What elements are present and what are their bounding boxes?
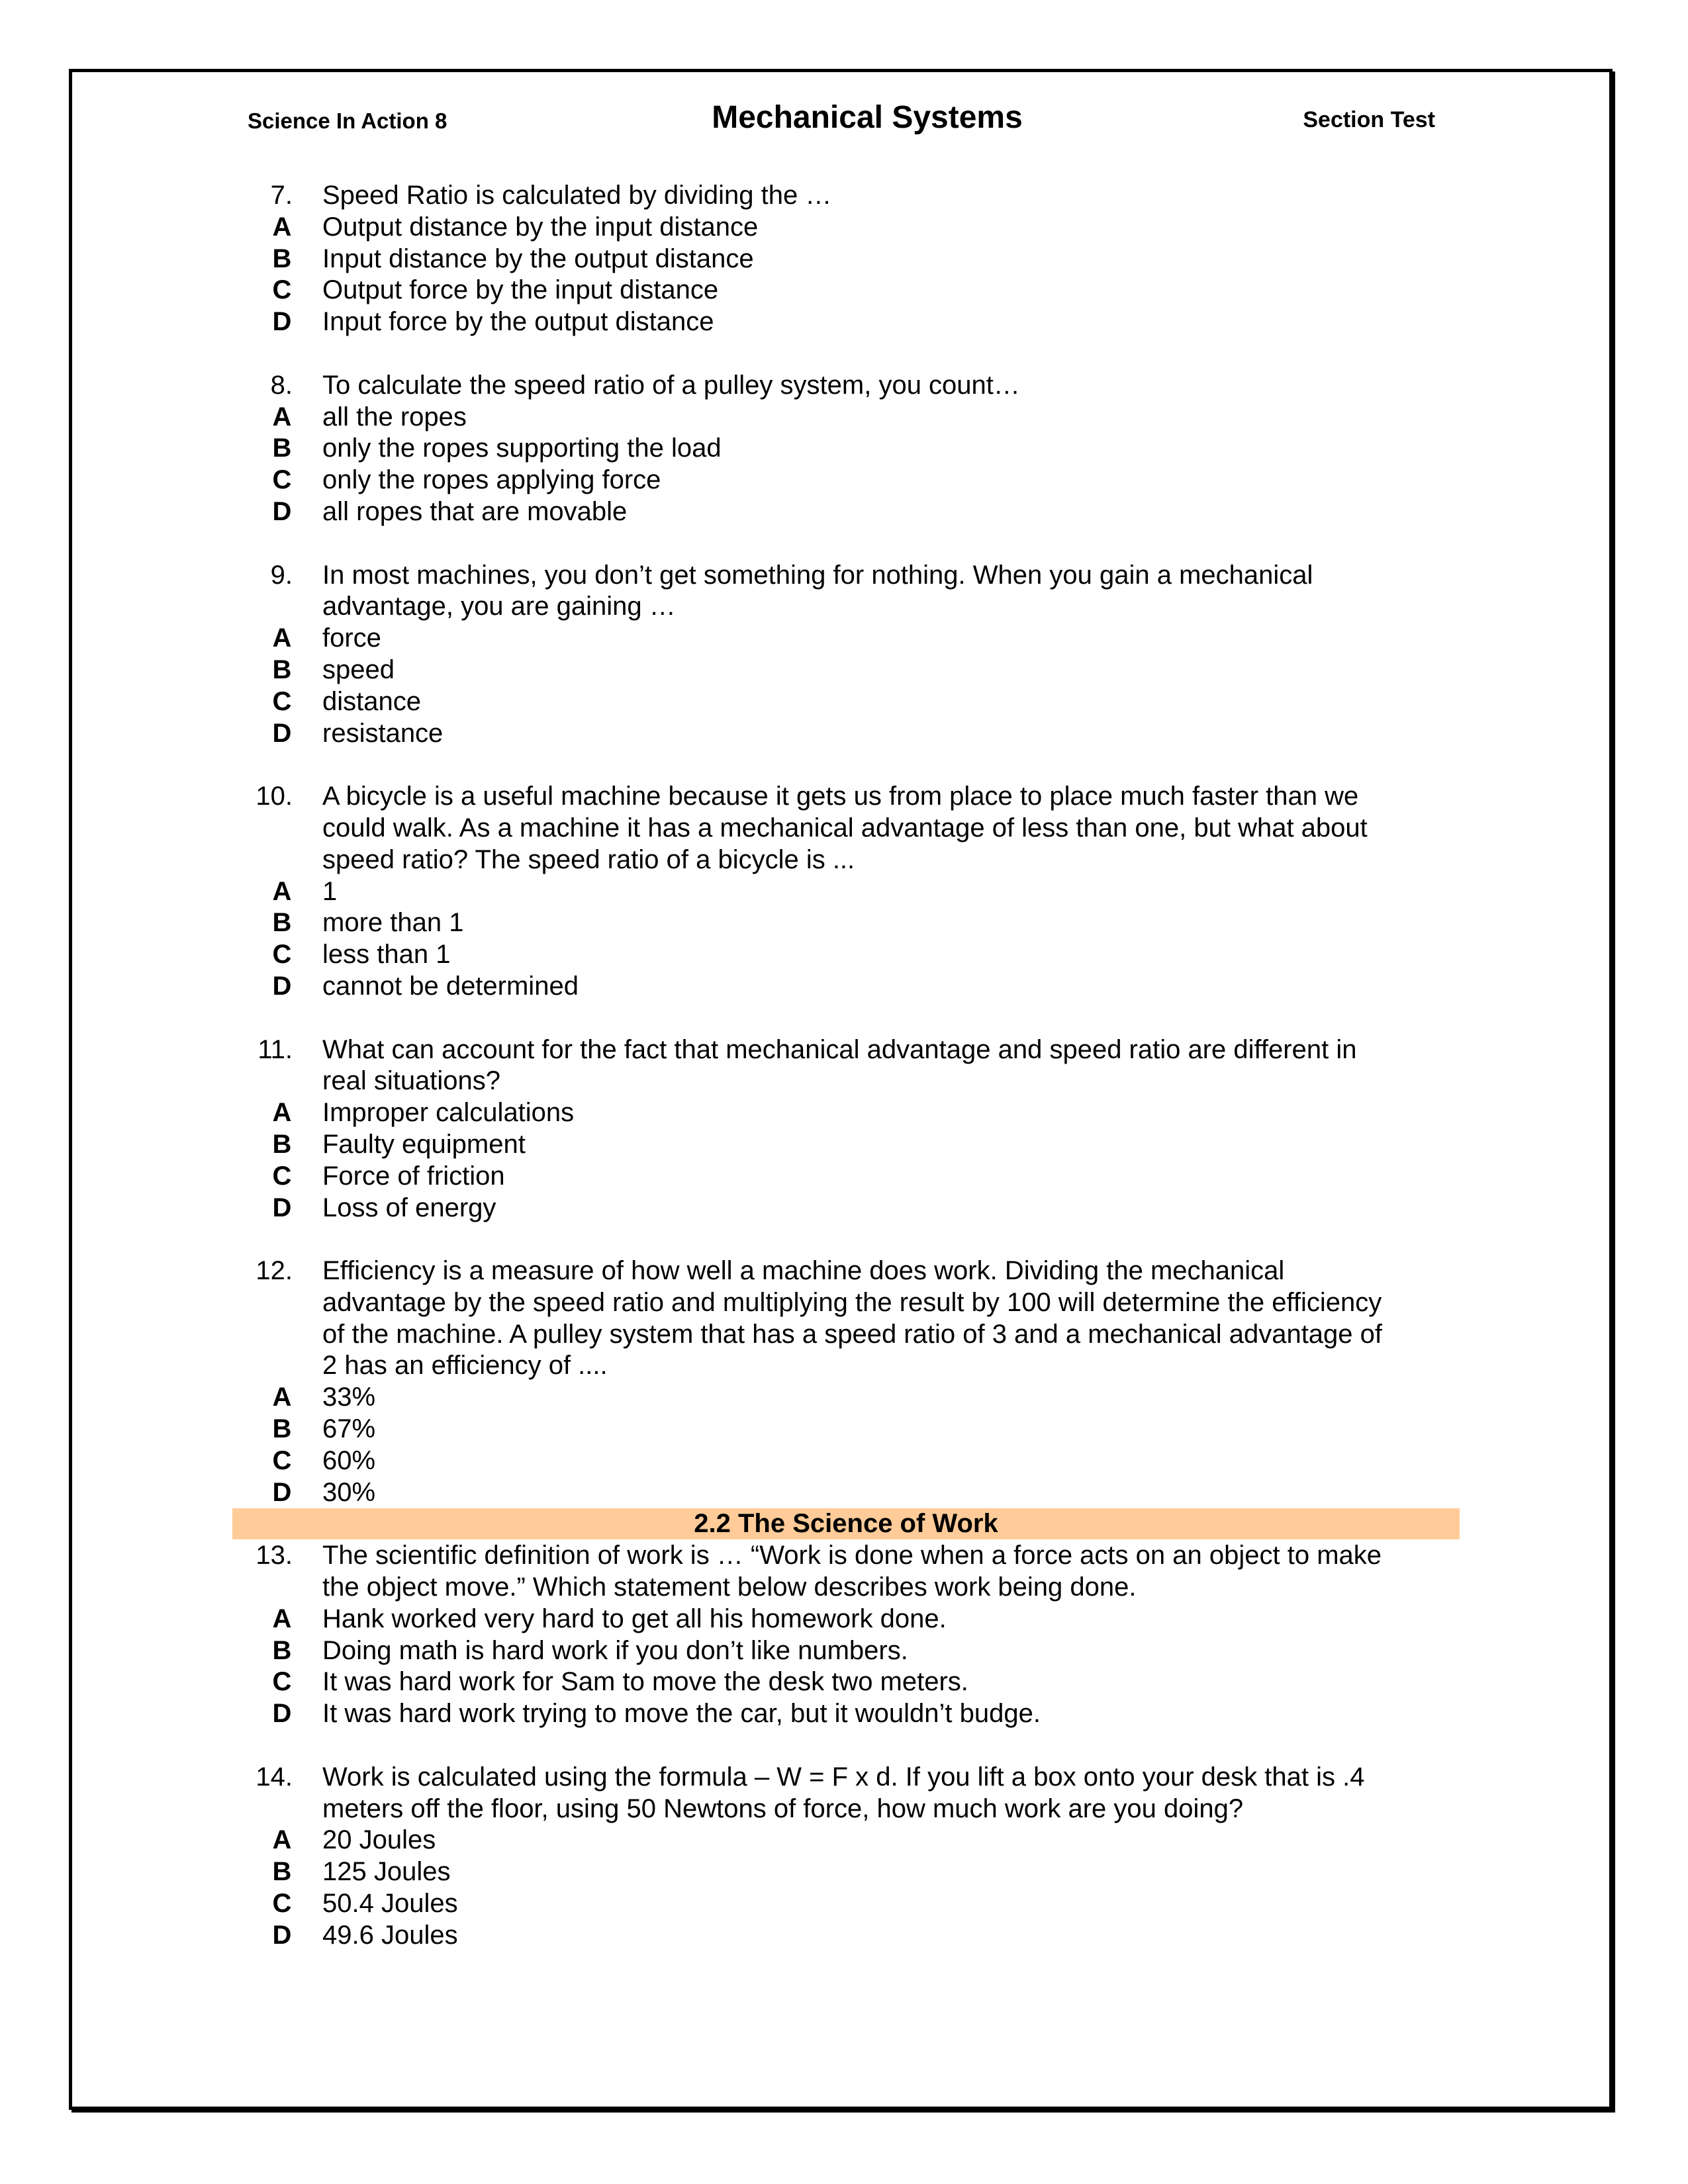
question-number: 9. [270, 560, 293, 590]
option-text: Output force by the input distance [322, 275, 719, 305]
option-text: force [322, 623, 381, 653]
option-letter: C [272, 1889, 292, 1919]
option-text: 30% [322, 1477, 376, 1507]
option-text: Improper calculations [322, 1098, 575, 1128]
option-text: only the ropes applying force [322, 465, 661, 495]
answer-option[interactable] [0, 1888, 1688, 1920]
question-text: speed ratio? The speed ratio of a bicycle is ... [322, 844, 855, 874]
question-number: 7. [270, 181, 293, 210]
question-12 [0, 1255, 1688, 1508]
answer-option[interactable] [0, 939, 1688, 971]
option-text: Faulty equipment [322, 1129, 526, 1159]
option-letter: B [272, 1129, 292, 1159]
question-list [0, 180, 1688, 1952]
option-letter: B [272, 1857, 292, 1887]
option-letter: D [272, 971, 292, 1001]
question-line [0, 1319, 1688, 1351]
question-number: 13. [256, 1541, 293, 1570]
answer-option[interactable] [0, 718, 1688, 750]
answer-option[interactable] [0, 686, 1688, 718]
question-line [0, 1066, 1688, 1097]
question-line [0, 1034, 1688, 1066]
option-letter: C [272, 1667, 292, 1697]
question-13 [0, 1540, 1688, 1730]
option-text: resistance [322, 718, 444, 748]
answer-option[interactable] [0, 402, 1688, 433]
question-text: meters off the floor, using 50 Newtons of force, how much work are you doing? [322, 1794, 1244, 1823]
question-14 [0, 1762, 1688, 1952]
option-letter: B [272, 1414, 292, 1444]
option-text: 49.6 Joules [322, 1920, 458, 1950]
answer-option[interactable] [0, 275, 1688, 306]
answer-option[interactable] [0, 876, 1688, 908]
question-line [0, 1255, 1688, 1287]
question-line [0, 1762, 1688, 1794]
answer-option[interactable] [0, 1666, 1688, 1698]
question-8 [0, 370, 1688, 528]
question-number: 11. [258, 1034, 293, 1064]
option-letter: C [272, 465, 292, 495]
question-line [0, 813, 1688, 844]
option-letter: A [272, 1825, 292, 1855]
option-text: 1 [322, 876, 338, 906]
option-text: only the ropes supporting the load [322, 433, 722, 463]
question-11 [0, 1034, 1688, 1224]
answer-option[interactable] [0, 1477, 1688, 1509]
test-type: Section Test [1303, 107, 1435, 132]
option-text: less than 1 [322, 940, 451, 970]
option-letter: A [272, 212, 292, 242]
spacer [0, 528, 1688, 560]
question-7 [0, 180, 1688, 338]
spacer [0, 749, 1688, 781]
option-text: Output distance by the input distance [322, 212, 759, 242]
question-text: Efficiency is a measure of how well a machine does work. Dividing the mechanical [322, 1256, 1285, 1286]
answer-option[interactable] [0, 433, 1688, 465]
option-letter: C [272, 1445, 292, 1475]
option-letter: C [272, 686, 292, 716]
question-line [0, 1350, 1688, 1382]
option-letter: C [272, 940, 292, 970]
option-text: all the ropes [322, 402, 467, 432]
answer-option[interactable] [0, 1825, 1688, 1856]
answer-option[interactable] [0, 655, 1688, 686]
question-9 [0, 560, 1688, 750]
option-letter: A [272, 1098, 292, 1128]
question-line [0, 1540, 1688, 1572]
question-text: advantage by the speed ratio and multiplying the result by 100 will determine the efficiency [322, 1287, 1382, 1317]
section-header-row [0, 1508, 1688, 1540]
option-text: 33% [322, 1383, 376, 1412]
answer-option[interactable] [0, 1920, 1688, 1952]
question-number: 8. [270, 370, 293, 400]
option-letter: D [272, 307, 292, 337]
question-line [0, 1794, 1688, 1825]
option-letter: B [272, 433, 292, 463]
option-text: 20 Joules [322, 1825, 436, 1855]
option-text: all ropes that are movable [322, 496, 628, 526]
option-text: 60% [322, 1445, 376, 1475]
option-letter: A [272, 1604, 292, 1633]
page-title: Mechanical Systems [712, 100, 1023, 135]
option-letter: A [272, 623, 292, 653]
question-text: the object move.” Which statement below describes work being done. [322, 1572, 1137, 1602]
question-line [0, 180, 1688, 212]
question-line [0, 1572, 1688, 1604]
question-text: Work is calculated using the formula – W = F x d. If you lift a box onto your desk that is .4 [322, 1762, 1365, 1792]
answer-option[interactable] [0, 212, 1688, 244]
question-text: advantage, you are gaining … [322, 592, 676, 621]
answer-option[interactable] [0, 496, 1688, 528]
question-text: In most machines, you don’t get something for nothing. When you gain a mechanical [322, 560, 1313, 590]
option-text: It was hard work trying to move the car, but it wouldn’t budge. [322, 1699, 1041, 1729]
answer-option[interactable] [0, 244, 1688, 275]
option-text: It was hard work for Sam to move the desk two meters. [322, 1667, 968, 1697]
option-text: 50.4 Joules [322, 1889, 458, 1919]
answer-option[interactable] [0, 1856, 1688, 1888]
option-letter: D [272, 1699, 292, 1729]
option-letter: D [272, 1920, 292, 1950]
spacer [0, 338, 1688, 370]
option-letter: B [272, 1635, 292, 1665]
question-line [0, 370, 1688, 402]
question-line [0, 1287, 1688, 1319]
answer-option[interactable] [0, 1604, 1688, 1635]
spacer [0, 1003, 1688, 1034]
option-letter: D [272, 1193, 292, 1222]
answer-option[interactable] [0, 465, 1688, 496]
question-line [0, 560, 1688, 592]
spacer [0, 1224, 1688, 1255]
option-text: Doing math is hard work if you don’t like numbers. [322, 1635, 908, 1665]
section-title: 2.2 The Science of Work [232, 1508, 1460, 1539]
question-number: 10. [256, 782, 293, 811]
option-text: more than 1 [322, 908, 464, 938]
option-letter: D [272, 1477, 292, 1507]
option-text: cannot be determined [322, 971, 579, 1001]
question-text: could walk. As a machine it has a mechanical advantage of less than one, but what about [322, 813, 1368, 842]
option-text: distance [322, 686, 421, 716]
question-text: real situations? [322, 1066, 501, 1096]
answer-option[interactable] [0, 306, 1688, 338]
answer-option[interactable] [0, 1635, 1688, 1667]
answer-option[interactable] [0, 907, 1688, 939]
option-text: Hank worked very hard to get all his homework done. [322, 1604, 947, 1633]
option-letter: D [272, 718, 292, 748]
question-text: A bicycle is a useful machine because it gets us from place to place much faster than we [322, 782, 1359, 811]
question-text: Speed Ratio is calculated by dividing the … [322, 181, 832, 210]
answer-option[interactable] [0, 1129, 1688, 1161]
question-line [0, 844, 1688, 876]
question-text: To calculate the speed ratio of a pulley system, you count… [322, 370, 1020, 400]
question-10 [0, 781, 1688, 1003]
question-line [0, 781, 1688, 813]
course-name: Science In Action 8 [248, 109, 447, 133]
answer-option[interactable] [0, 1414, 1688, 1445]
question-number: 12. [256, 1256, 293, 1286]
answer-option[interactable] [0, 1097, 1688, 1129]
question-text: 2 has an efficiency of .... [322, 1351, 608, 1381]
option-letter: B [272, 908, 292, 938]
answer-option[interactable] [0, 971, 1688, 1003]
option-letter: C [272, 275, 292, 305]
option-text: 125 Joules [322, 1857, 451, 1887]
answer-option[interactable] [0, 623, 1688, 655]
question-text: The scientific definition of work is … “Work is done when a force acts on an object to make [322, 1541, 1382, 1570]
question-text: of the machine. A pulley system that has a speed ratio of 3 and a mechanical advantage of [322, 1319, 1383, 1349]
option-letter: A [272, 876, 292, 906]
option-text: Input distance by the output distance [322, 244, 754, 273]
answer-option[interactable] [0, 1698, 1688, 1730]
question-line [0, 591, 1688, 623]
option-text: Loss of energy [322, 1193, 496, 1222]
option-text: 67% [322, 1414, 376, 1444]
answer-option[interactable] [0, 1382, 1688, 1414]
option-letter: B [272, 244, 292, 273]
option-letter: C [272, 1161, 292, 1191]
spacer [0, 1730, 1688, 1762]
answer-option[interactable] [0, 1193, 1688, 1224]
question-number: 14. [256, 1762, 293, 1792]
option-text: speed [322, 655, 395, 684]
option-letter: D [272, 496, 292, 526]
answer-option[interactable] [0, 1161, 1688, 1193]
option-letter: B [272, 655, 292, 684]
option-text: Input force by the output distance [322, 307, 714, 337]
option-text: Force of friction [322, 1161, 505, 1191]
option-letter: A [272, 1383, 292, 1412]
question-text: What can account for the fact that mechanical advantage and speed ratio are different in [322, 1034, 1357, 1064]
answer-option[interactable] [0, 1445, 1688, 1477]
option-letter: A [272, 402, 292, 432]
